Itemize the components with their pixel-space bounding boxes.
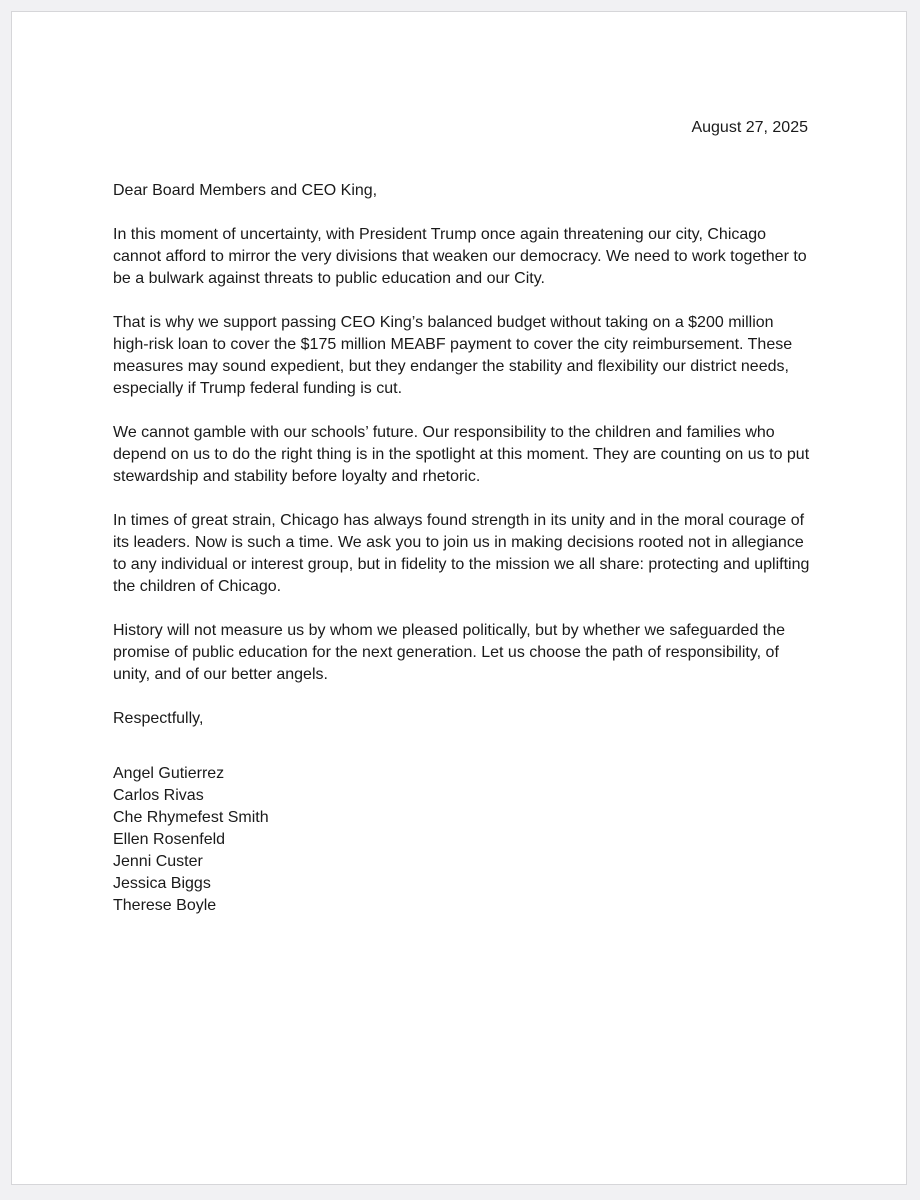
paragraph-budget: That is why we support passing CEO King’s balanced budget without taking on a $200 million high-risk loan to cover the $175 million MEABF payment to cover the city reimbursement. These measures may sound expedient, but they endanger the stability and flexibility our district needs, especially if Trump federal funding is cut. [113,314,793,397]
signatory-list [113,763,269,917]
letter-page [11,11,907,1185]
paragraph-uncertainty: In this moment of uncertainty, with President Trump once again threatening our city, Chicago cannot afford to mirror the very divisions that weaken our democracy. We need to work together to be a bulwark against threats to public education and our City. [113,226,807,287]
paragraph-schools-future: We cannot gamble with our schools’ future. Our responsibility to the children and families who depend on us to do the right thing is in the spotlight at this moment. They are counting on us to put stewardship and stability before loyalty and rhetoric. [113,424,810,485]
letter-body [113,180,813,752]
signatory: Angel Gutierrez [113,765,225,782]
signatory: Ellen Rosenfeld [113,831,226,848]
signatory: Jenni Custer [113,853,203,870]
signatory: Jessica Biggs [113,875,211,892]
signatory: Therese Boyle [113,897,217,914]
closing: Respectfully, [113,710,204,727]
signatory: Che Rhymefest Smith [113,809,269,826]
salutation: Dear Board Members and CEO King, [113,182,378,199]
letter-date: August 27, 2025 [691,119,808,136]
paragraph-history: History will not measure us by whom we pleased politically, but by whether we safeguarded the promise of public education for the next generation. Let us choose the path of responsibility, of unity, and of our better angels. [113,622,786,683]
signatory: Carlos Rivas [113,787,204,804]
paragraph-unity: In times of great strain, Chicago has always found strength in its unity and in the moral courage of its leaders. Now is such a time. We ask you to join us in making decisions rooted not in allegiance to any individual or interest group, but in fidelity to the mission we all share: protecting and uplifting the children of Chicago. [113,512,810,595]
